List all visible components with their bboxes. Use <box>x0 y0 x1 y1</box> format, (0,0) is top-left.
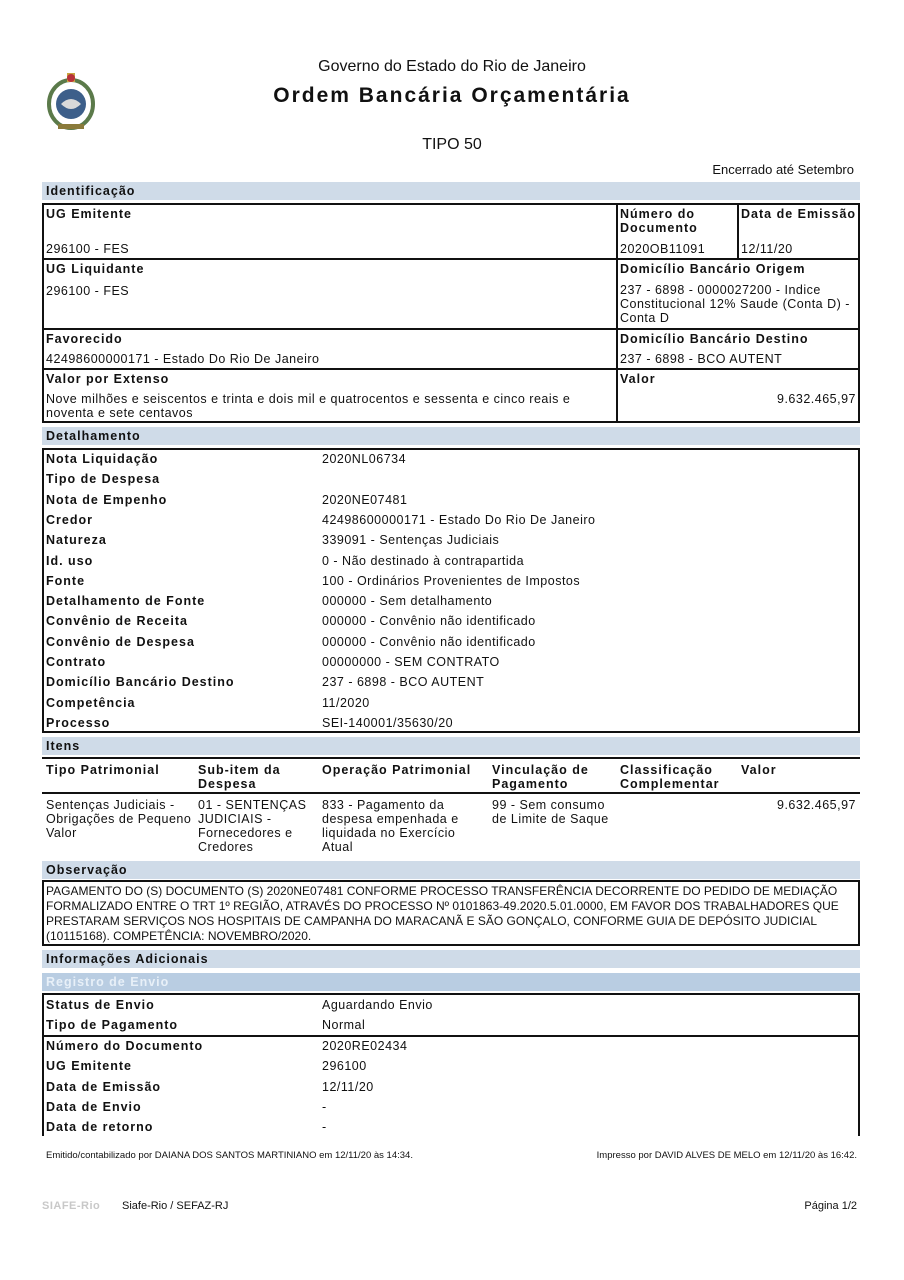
item-vinculacao: 99 - Sem consumo de Limite de Saque <box>492 798 609 826</box>
valor-extenso-label: Valor por Extenso <box>46 372 170 386</box>
numero-documento-value: 2020OB11091 <box>620 242 706 256</box>
itens-header-operacao: Operação Patrimonial <box>322 763 472 777</box>
sistema-label: Siafe-Rio / SEFAZ-RJ <box>122 1200 229 1212</box>
domicilio-origem-value: 237 - 6898 - 0000027200 - Indice Constitucional 12% Saude (Conta D) - Conta D <box>620 283 850 325</box>
itens-header-vinculacao: Vinculação de Pagamento <box>492 763 589 791</box>
domicilio-origem-label: Domicílio Bancário Origem <box>620 262 806 276</box>
detalhamento-value: 2020NL06734 <box>322 452 407 466</box>
section-observacao: Observação <box>42 861 860 879</box>
registro-value: - <box>322 1099 327 1114</box>
emitido-por: Emitido/contabilizado por DAIANA DOS SANTOS MARTINIANO em 12/11/20 às 14:34. <box>46 1150 413 1161</box>
ug-liquidante-value: 296100 - FES <box>46 284 130 298</box>
registro-value: 12/11/20 <box>322 1079 374 1094</box>
detalhamento-value: 2020NE07481 <box>322 492 408 507</box>
registro-label: Data de Emissão <box>46 1079 162 1094</box>
registro-value: 296100 <box>322 1059 367 1074</box>
detalhamento-value: 237 - 6898 - BCO AUTENT <box>322 675 485 690</box>
section-informacoes: Informações Adicionais <box>42 950 860 968</box>
section-itens: Itens <box>42 737 860 755</box>
registro-label: Data de retorno <box>46 1120 154 1135</box>
tipo-pagamento-label: Tipo de Pagamento <box>46 1018 179 1032</box>
valor-extenso-value: Nove milhões e seiscentos e trinta e dois mil e quatrocentos e sessenta e cinco reais e noventa e sete centavos <box>46 392 571 420</box>
detalhamento-label: Nota Liquidação <box>46 452 159 466</box>
impresso-por: Impresso por DAVID ALVES DE MELO em 12/11/20 às 16:42. <box>596 1150 857 1161</box>
detalhamento-value: 100 - Ordinários Provenientes de Impostos <box>322 573 581 588</box>
section-detalhamento: Detalhamento <box>42 427 860 445</box>
ug-emitente-label: UG Emitente <box>46 207 133 221</box>
item-valor: 9.632.465,97 <box>777 798 856 812</box>
registro-label: Data de Envio <box>46 1099 142 1114</box>
favorecido-value: 42498600000171 - Estado Do Rio De Janeiro <box>46 352 320 366</box>
detalhamento-label: Domicílio Bancário Destino <box>46 675 235 690</box>
itens-header-subitem: Sub-item da Despesa <box>198 763 281 791</box>
valor-label: Valor <box>620 372 656 386</box>
ug-liquidante-label: UG Liquidante <box>46 262 145 276</box>
detalhamento-label: Nota de Empenho <box>46 492 168 507</box>
domicilio-destino-value: 237 - 6898 - BCO AUTENT <box>620 352 783 366</box>
observacao-text: PAGAMENTO DO (S) DOCUMENTO (S) 2020NE07481 CONFORME PROCESSO TRANSFERÊNCIA DECORRENTE DO PEDIDO DE MEDIAÇÃO FORMALIZADO ENTRE O TRT 1º REGIÃO, ATRAVÉS DO PROCESSO Nº 0101863-49.2020.5.01.0000, EM FAVOR DOS TRABALHADORES QUE PRESTARAM SERVIÇOS NOS HOSPITAIS DE CAMPANHA DO MARACANÃ E SÃO GONÇALO, CONFORME GUIA DE DEPÓSITO JUDICIAL (10115168). COMPETÊNCIA: NOVEMBRO/2020. <box>46 884 839 943</box>
detalhamento-value: 11/2020 <box>322 695 370 710</box>
status-envio-label: Status de Envio <box>46 998 155 1012</box>
registro-label: Número do Documento <box>46 1039 204 1053</box>
detalhamento-box <box>42 448 860 733</box>
detalhamento-value: 339091 - Sentenças Judiciais <box>322 533 500 548</box>
page-number: Página 1/2 <box>804 1200 857 1212</box>
detalhamento-label: Id. uso <box>46 553 94 568</box>
item-subitem: 01 - SENTENÇAS JUDICIAIS - Fornecedores e Credores <box>198 798 307 854</box>
tipo-pagamento-value: Normal <box>322 1018 366 1032</box>
detalhamento-label: Detalhamento de Fonte <box>46 594 206 609</box>
valor-value: 9.632.465,97 <box>777 392 856 406</box>
section-identificacao: Identificação <box>42 182 860 200</box>
detalhamento-label: Convênio de Receita <box>46 614 188 629</box>
item-operacao: 833 - Pagamento da despesa empenhada e liquidada no Exercício Atual <box>322 798 459 854</box>
government-name: Governo do Estado do Rio de Janeiro <box>318 58 586 75</box>
detalhamento-value: 000000 - Convênio não identificado <box>322 614 536 629</box>
detalhamento-label: Natureza <box>46 533 107 548</box>
detalhamento-value: SEI-140001/35630/20 <box>322 715 454 730</box>
siafe-logo: SIAFE-Rio <box>42 1200 101 1212</box>
itens-header-tipo: Tipo Patrimonial <box>46 763 160 777</box>
item-tipo-patrimonial: Sentenças Judiciais - Obrigações de Pequeno Valor <box>46 798 192 840</box>
detalhamento-value: 00000000 - SEM CONTRATO <box>322 655 500 669</box>
registro-value: - <box>322 1120 327 1135</box>
detalhamento-label: Tipo de Despesa <box>46 472 161 487</box>
ug-emitente-value: 296100 - FES <box>46 242 130 256</box>
itens-header-classificacao: Classificação Complementar <box>620 763 720 791</box>
itens-header-valor: Valor <box>741 763 777 777</box>
registro-value: 2020RE02434 <box>322 1039 408 1053</box>
data-emissao-value: 12/11/20 <box>741 242 793 256</box>
detalhamento-label: Processo <box>46 715 111 730</box>
detalhamento-value: 0 - Não destinado à contrapartida <box>322 553 525 568</box>
document-title: Ordem Bancária Orçamentária <box>273 84 631 107</box>
domicilio-destino-label: Domicílio Bancário Destino <box>620 332 809 346</box>
detalhamento-label: Fonte <box>46 573 86 588</box>
detalhamento-label: Credor <box>46 512 93 527</box>
detalhamento-value: 000000 - Sem detalhamento <box>322 594 493 609</box>
favorecido-label: Favorecido <box>46 332 123 346</box>
detalhamento-value: 42498600000171 - Estado Do Rio De Janeiro <box>322 512 596 527</box>
registro-label: UG Emitente <box>46 1059 133 1074</box>
section-registro-envio: Registro de Envio <box>42 973 860 991</box>
status-envio-value: Aguardando Envio <box>322 998 433 1012</box>
detalhamento-label: Competência <box>46 695 136 710</box>
detalhamento-label: Contrato <box>46 655 107 669</box>
document-type: TIPO 50 <box>422 136 482 153</box>
data-emissao-label: Data de Emissão <box>741 207 857 221</box>
detalhamento-label: Convênio de Despesa <box>46 634 195 649</box>
detalhamento-value: 000000 - Convênio não identificado <box>322 634 536 649</box>
numero-documento-label: Número do Documento <box>620 207 698 235</box>
closing-note: Encerrado até Setembro <box>712 162 854 177</box>
